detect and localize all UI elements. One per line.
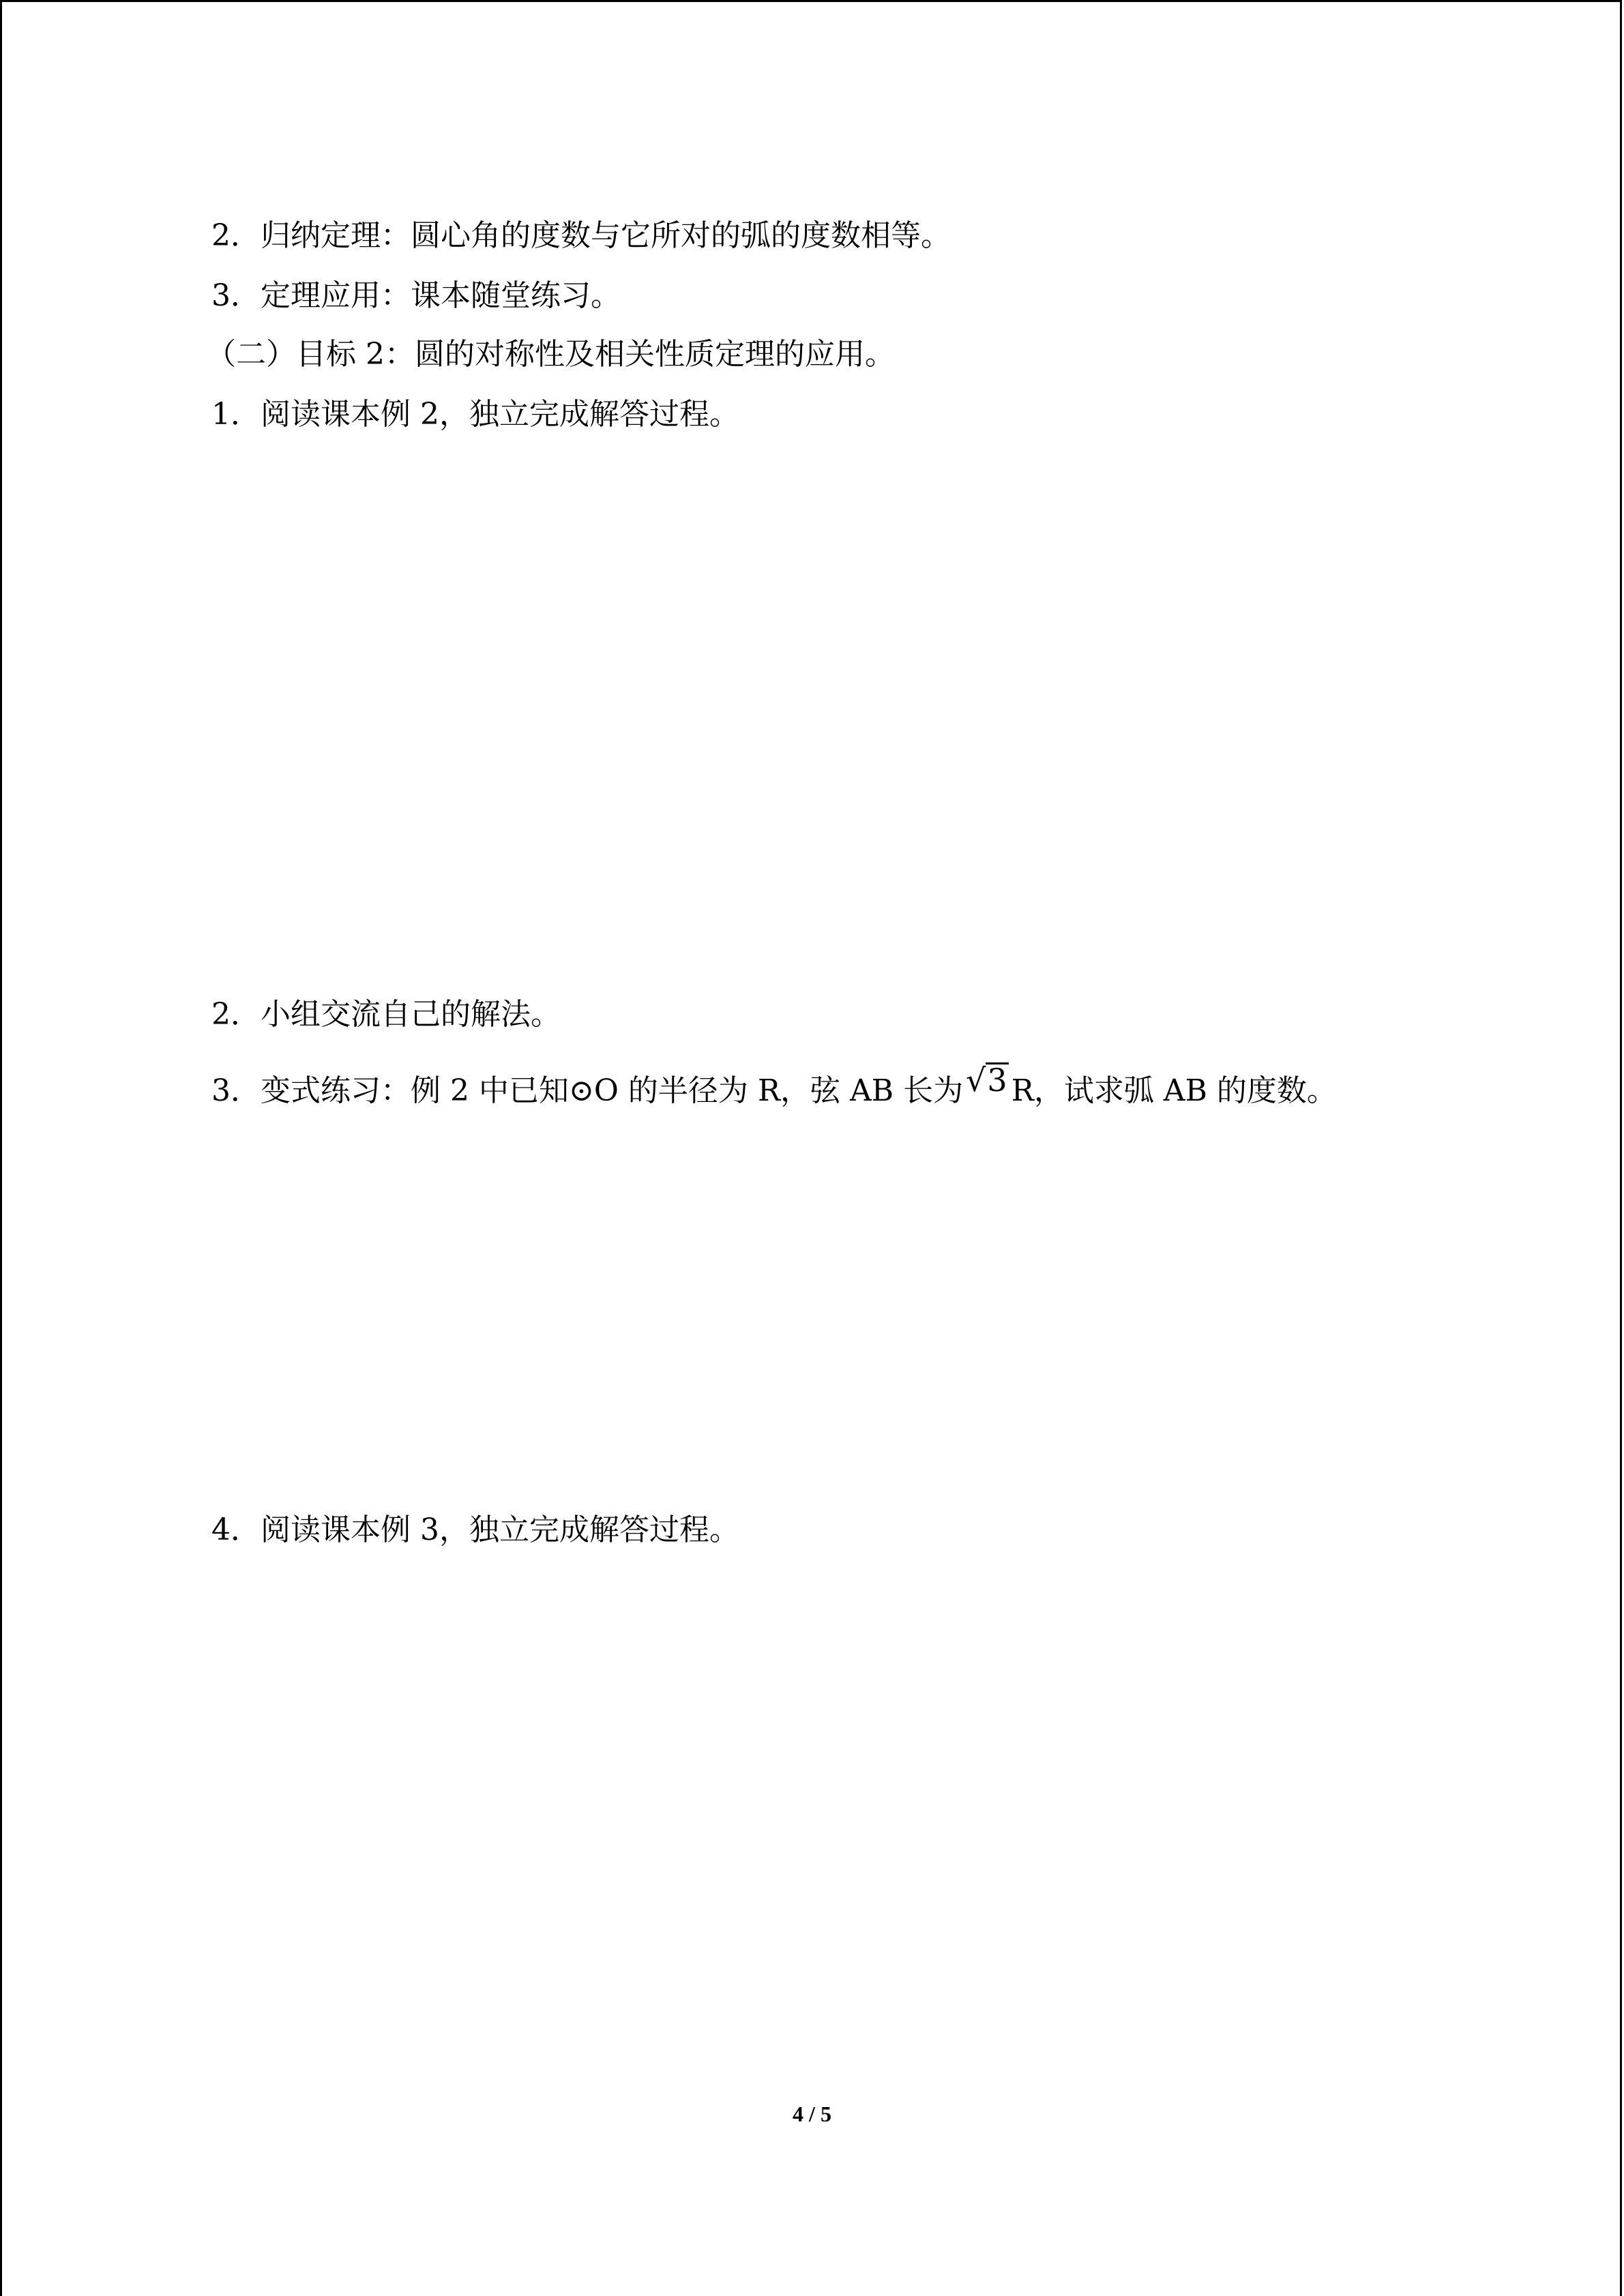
text-line-variant-exercise [211, 1062, 1337, 1112]
radicand: 3 [987, 1062, 1007, 1099]
variant-exercise-text-before: 3．变式练习：例 2 中已知⊙O 的半径为 R，弦 AB 长为 [211, 1073, 964, 1108]
square-root-expression [966, 1060, 1009, 1101]
text-line-application: 3．定理应用：课本随堂练习。 [211, 278, 621, 313]
text-line-group-discussion: 2．小组交流自己的解法。 [211, 997, 561, 1032]
page-number: 4 / 5 [793, 2102, 831, 2126]
radical-sign-icon: √ [966, 1062, 986, 1099]
text-line-theorem: 2．归纳定理：圆心角的度数与它所对的弧的度数相等。 [211, 218, 951, 253]
section-heading-goal-2: （二）目标 2：圆的对称性及相关性质定理的应用。 [206, 337, 895, 372]
text-line-read-example-2: 1．阅读课本例 2，独立完成解答过程。 [211, 397, 739, 432]
text-line-read-example-3: 4．阅读课本例 3，独立完成解答过程。 [211, 1512, 739, 1547]
variant-exercise-text-after: R，试求弧 AB 的度数。 [1011, 1073, 1337, 1108]
